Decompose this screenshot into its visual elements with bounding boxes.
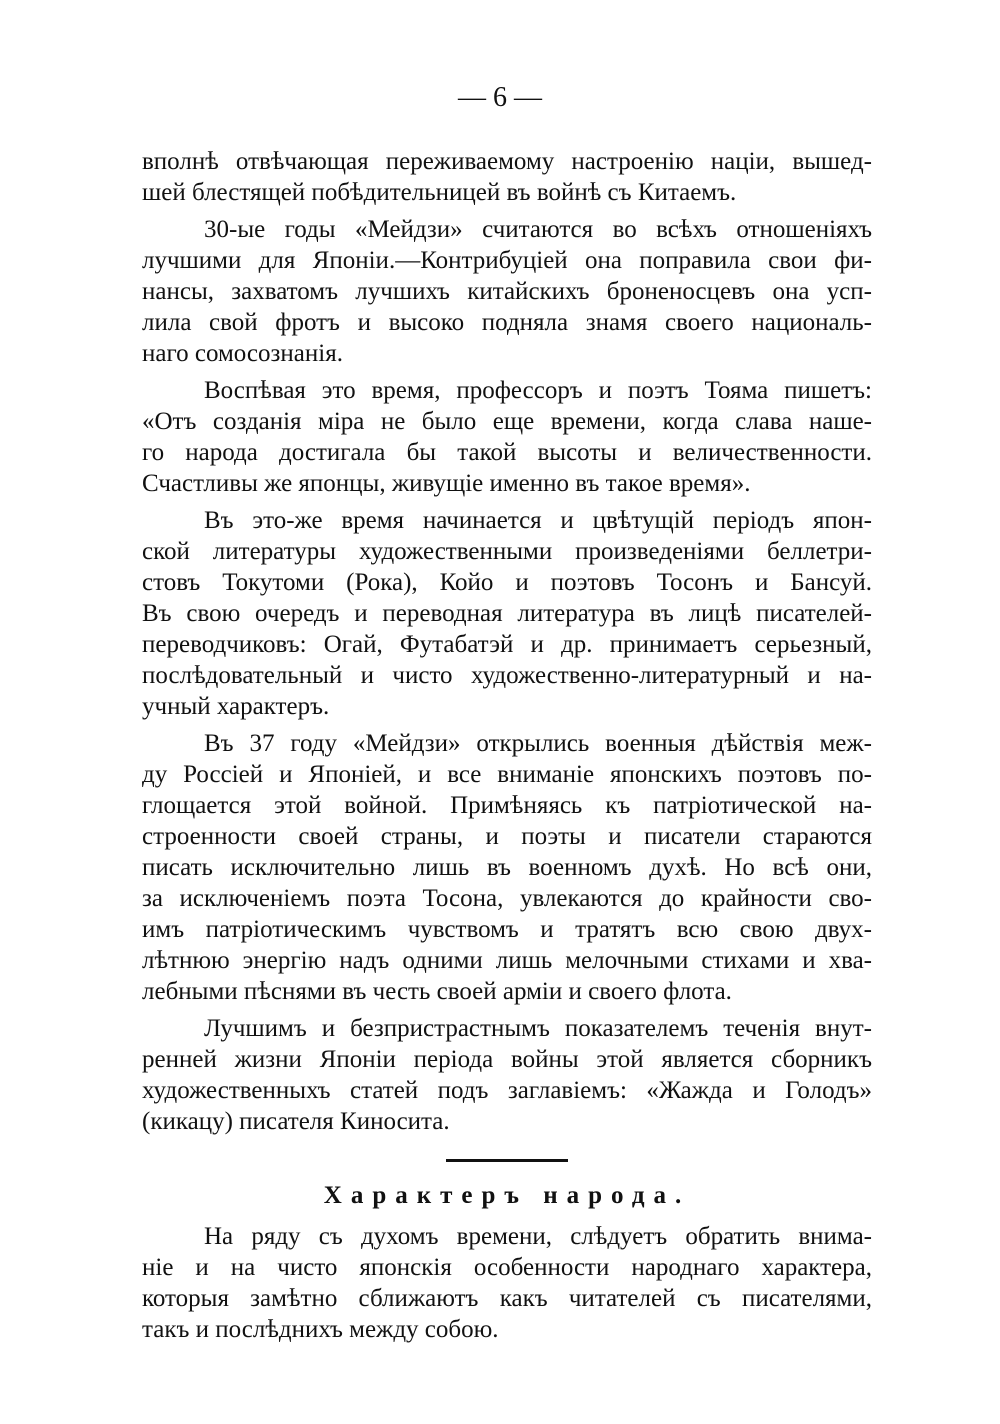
text-line: лѣтнюю энергію надъ одними лишь мелочными стихами и хва- [142, 947, 872, 974]
text-line: послѣдовательный и чисто художественно-литературный и на- [142, 662, 872, 689]
paragraph [142, 1221, 872, 1345]
text-line: го народа достигала бы такой высоты и величественности. [142, 439, 872, 466]
text-line: имъ патріотическимъ чувствомъ и тратятъ всю свою двух- [142, 916, 872, 943]
text-line: лила свой фротъ и высоко подняла знамя своего националь- [142, 309, 872, 336]
paragraphs [142, 146, 872, 1137]
text-line: Въ свою очередъ и переводная литература въ лицѣ писателей- [142, 600, 872, 627]
text-line: лучшими для Японіи.—Контрибуціей она поправила свои фи- [142, 247, 872, 274]
text-line: ской литературы художественными произведеніями беллетри- [142, 538, 872, 565]
text-line: художественныхъ статей подъ заглавіемъ: «Жажда и Голодъ» [142, 1077, 872, 1104]
text-line: которыя замѣтно сближаютъ какъ читателей съ писателями, [142, 1285, 872, 1312]
text-line: нансы, захватомъ лучшихъ китайскихъ броненосцевъ она усп- [142, 278, 872, 305]
text-line: писать исключительно лишь въ военномъ духѣ. Но всѣ они, [142, 854, 872, 881]
text-line: за исключеніемъ поэта Тосона, увлекаются до крайности сво- [142, 885, 872, 912]
paragraph [142, 375, 872, 499]
paragraph [142, 214, 872, 369]
text-line: «Отъ созданія міра не было еще времени, когда слава наше- [142, 408, 872, 435]
text-line: стовъ Токутоми (Рока), Койо и поэтовъ Тосонъ и Бансуй. [142, 569, 872, 596]
text-line: вполнѣ отвѣчающая переживаемому настроенію націи, вышед- [142, 148, 872, 175]
text-line: наго сомосознанія. [142, 340, 343, 367]
page-number: — 6 — [458, 82, 542, 113]
text-line: глощается этой войной. Примѣняясь къ патріотической на- [142, 792, 872, 819]
text-line: такъ и послѣднихъ между собою. [142, 1316, 499, 1343]
text-line: шей блестящей побѣдительницей въ войнѣ съ Китаемъ. [142, 179, 737, 206]
text-line: (кикацу) писателя Киносита. [142, 1108, 450, 1135]
text-line: ніе и на чисто японскія особенности народнаго характера, [142, 1254, 872, 1281]
text-line: строенности своей страны, и поэты и писатели стараются [142, 823, 872, 850]
paragraph [142, 728, 872, 1007]
text-line: переводчиковъ: Огай, Футабатэй и др. принимаетъ серьезный, [142, 631, 872, 658]
section-divider [446, 1159, 568, 1162]
text-line: лебными пѣснями въ честь своей арміи и своего флота. [142, 978, 732, 1005]
text-line: Лучшимъ и безпристрастнымъ показателемъ теченія внут- [204, 1015, 872, 1042]
section-paragraphs [142, 1221, 872, 1345]
paragraph [142, 146, 872, 208]
body-text [142, 146, 872, 1351]
paragraph [142, 1013, 872, 1137]
paragraph [142, 505, 872, 722]
section-heading: Характеръ народа. [323, 1182, 691, 1209]
text-line: Счастливы же японцы, живущіе именно въ такое время». [142, 470, 751, 497]
text-line: учный характеръ. [142, 693, 330, 720]
text-line: Въ это-же время начинается и цвѣтущій періодъ япон- [204, 507, 872, 534]
text-line: ренней жизни Японіи періода войны этой является сборникъ [142, 1046, 872, 1073]
text-line: Въ 37 году «Мейдзи» открылись военныя дѣйствія меж- [204, 730, 872, 757]
text-line: Воспѣвая это время, профессоръ и поэтъ Тояма пишетъ: [204, 377, 872, 404]
text-line: 30-ые годы «Мейдзи» считаются во всѣхъ отношеніяхъ [204, 216, 872, 243]
text-line: ду Россіей и Японіей, и все вниманіе японскихъ поэтовъ по- [142, 761, 872, 788]
text-line: На ряду съ духомъ времени, слѣдуетъ обратить внима- [204, 1223, 872, 1250]
